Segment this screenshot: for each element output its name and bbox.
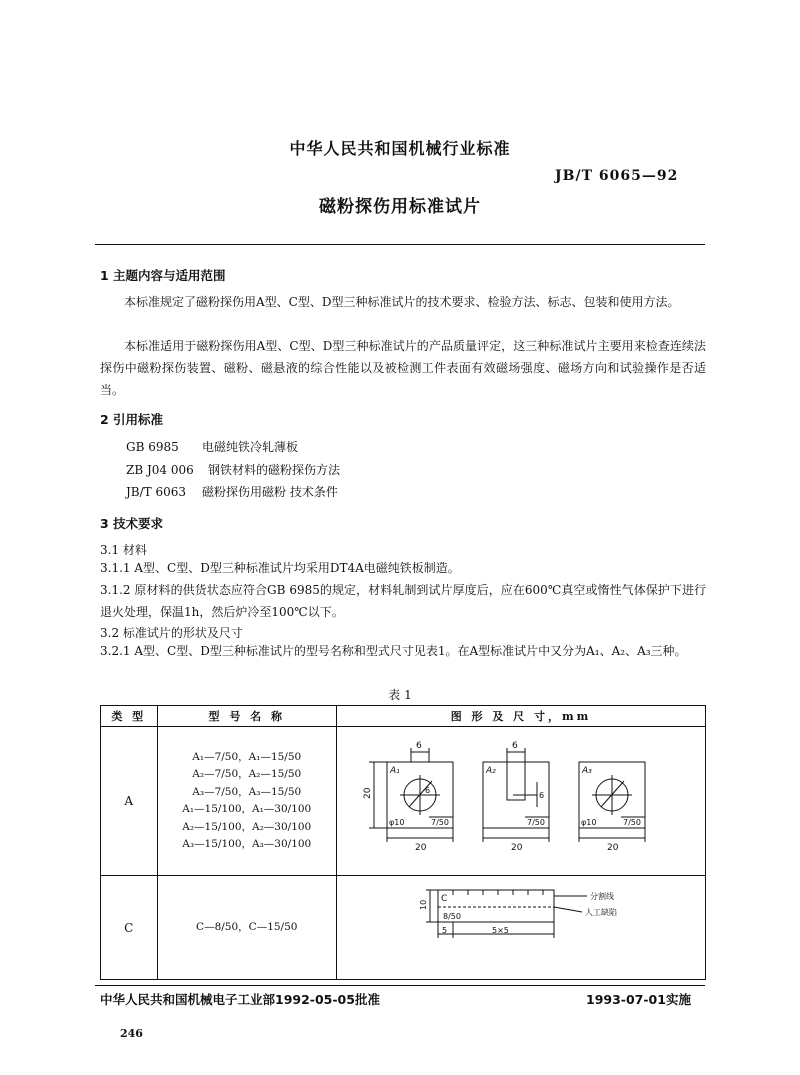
label-c: C	[441, 894, 448, 904]
ratio-label: 7/50	[527, 818, 545, 827]
dim-b-c: 5×5	[492, 926, 509, 935]
dim-slot: 6	[416, 741, 422, 751]
clause-3-1-2: 3.1.2 原材料的供货状态应符合GB 6985的规定，材料轧制到试片厚度后，应在600℃真空或惰性气体保护下进行退火处理，保温1h，然后炉冷至100℃以下。	[100, 583, 706, 619]
dim-slot: 6	[512, 741, 518, 751]
dim-height-c: 10	[419, 899, 428, 910]
dim-a-c: 5	[442, 926, 448, 935]
models-cell	[157, 876, 336, 980]
table-1	[100, 705, 706, 980]
label-a1: A₁	[390, 766, 400, 776]
header-rule	[95, 244, 705, 245]
footer-rule	[95, 985, 705, 986]
figure-a-cell	[337, 727, 706, 876]
dim-circle: φ10	[389, 818, 405, 827]
table-header-row	[101, 706, 706, 727]
document-title: 磁粉探伤用标准试片	[319, 197, 481, 217]
header-type: 类 型	[101, 706, 158, 727]
reference-code: JB/T 6063	[126, 485, 187, 499]
model-item: C—8/50，C—15/50	[196, 920, 298, 933]
reference-name: 钢铁材料的磁粉探伤方法	[208, 463, 341, 477]
approval-statement: 中华人民共和国机械电子工业部1992-05-05批准	[100, 992, 380, 1007]
model-item: A₁—7/50，A₁—15/50	[192, 750, 302, 763]
table-row	[101, 727, 706, 876]
section-1-paragraph-1: 本标准规定了磁粉探伤用A型、C型、D型三种标准试片的技术要求、检验方法、标志、包装和使用方法。	[124, 295, 680, 309]
clause-3-2: 3.2 标准试片的形状及尺寸	[100, 626, 243, 640]
reference-name: 电磁纯铁冷轧薄板	[202, 440, 299, 454]
specimen-a2-slot	[507, 762, 525, 800]
ratio-label: 7/50	[431, 818, 449, 827]
reference-code: ZB J04 006	[126, 463, 194, 477]
section-2-heading: 2 引用标准	[100, 412, 164, 427]
dim-width: 20	[607, 843, 619, 853]
figure-a	[337, 727, 705, 872]
dim-width: 20	[511, 843, 523, 853]
standard-code: JB/T 6065—92	[555, 168, 679, 184]
section-3-heading: 3 技术要求	[100, 516, 164, 531]
model-item: A₃—15/100，A₃—30/100	[182, 838, 312, 850]
reference-code: GB 6985	[126, 440, 179, 454]
model-item: A₂—15/100，A₂—30/100	[182, 820, 312, 833]
dim-circle: φ10	[581, 818, 597, 827]
reference-item	[126, 438, 298, 455]
page-number: 246	[120, 1027, 143, 1040]
callout-dividing-line: 分割线	[590, 892, 614, 901]
reference-name: 磁粉探伤用磁粉 技术条件	[202, 485, 338, 499]
ratio-label: 7/50	[623, 818, 641, 827]
label-a3: A₃	[582, 766, 592, 776]
type-cell: A	[101, 727, 158, 876]
standard-organization: 中华人民共和国机械行业标准	[289, 139, 511, 158]
table-caption: 表 1	[388, 688, 412, 702]
ratio-label-c: 8/50	[443, 912, 461, 921]
table-row	[101, 876, 706, 980]
reference-item	[126, 461, 340, 478]
dim-height: 20	[363, 787, 373, 799]
label-a2: A₂	[486, 766, 496, 776]
figure-c-cell	[337, 876, 706, 980]
clause-3-1: 3.1 材料	[100, 543, 147, 557]
figure-c	[337, 876, 705, 976]
reference-item	[126, 483, 338, 500]
type-cell: C	[101, 876, 158, 980]
dim-slot: 6	[539, 791, 545, 800]
section-1-paragraph-2: 本标准适用于磁粉探伤用A型、C型、D型三种标准试片的产品质量评定，这三种标准试片主要用来检查连续法探伤中磁粉探伤装置、磁粉、磁悬液的综合性能以及被检测工件表面有效磁场强度、磁场方向和试验操作是否适当。	[100, 339, 706, 397]
implementation-date: 1993-07-01实施	[586, 992, 691, 1007]
model-item: A₁—15/100，A₁—30/100	[182, 803, 312, 815]
dim-slot: 6	[425, 786, 431, 795]
clause-3-2-1: 3.2.1 A型、C型、D型三种标准试片的型号名称和型式尺寸见表1。在A型标准试片中又分为A₁、A₂、A₃三种。	[100, 644, 687, 658]
header-model: 型 号 名 称	[157, 706, 336, 727]
section-1-heading: 1 主题内容与适用范围	[100, 268, 226, 283]
dim-width: 20	[415, 843, 427, 853]
header-figure: 图 形 及 尺 寸，mm	[337, 706, 706, 727]
model-item: A₂—7/50，A₂—15/50	[192, 768, 302, 780]
clause-3-1-1: 3.1.1 A型、C型、D型三种标准试片均采用DT4A电磁纯铁板制造。	[100, 561, 460, 575]
callout-artificial-defect: 人工缺陷	[585, 908, 617, 917]
models-cell	[157, 727, 336, 876]
model-item: A₃—7/50，A₃—15/50	[192, 785, 302, 798]
